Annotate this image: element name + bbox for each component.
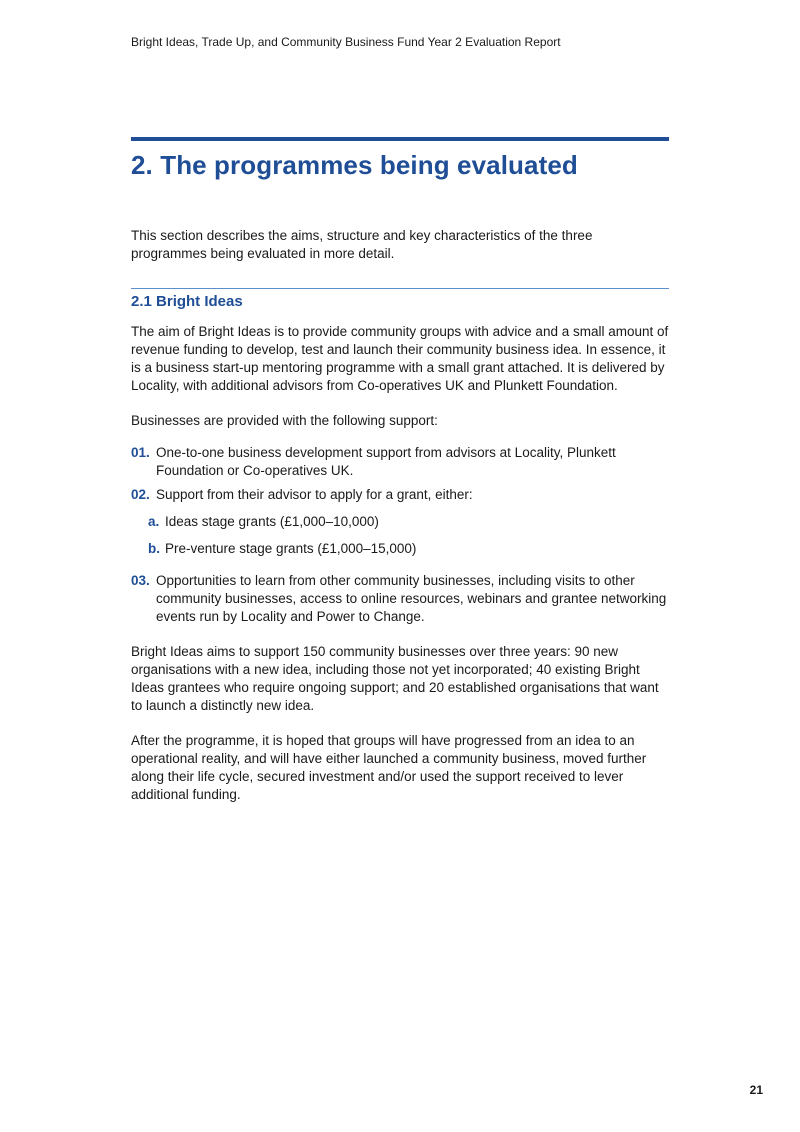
sublist-item [148, 513, 671, 531]
sublist-letter: b. [148, 541, 160, 556]
section-intro: This section describes the aims, structure and key characteristics of the three programmes being evaluated in more detail. [131, 228, 593, 261]
sublist-item-text: Ideas stage grants (£1,000–10,000) [165, 514, 379, 529]
grant-sublist [148, 513, 671, 558]
subsection-body [131, 323, 671, 821]
list-number: 02. [131, 487, 150, 502]
subsection-title: 2.1 Bright Ideas [131, 293, 243, 310]
list-item-text: Support from their advisor to apply for a grant, either: [156, 487, 473, 502]
subsection-divider [131, 288, 669, 289]
sublist-item-text: Pre-venture stage grants (£1,000–15,000) [165, 541, 417, 556]
sublist-item [148, 540, 671, 558]
paragraph-outcomes: After the programme, it is hoped that groups will have progressed from an idea to an operational reality, and will have either launched a community business, moved further along their life cycle, secured investment and/or used the support received to lever additional funding. [131, 733, 647, 802]
support-list [131, 444, 671, 626]
sublist-letter: a. [148, 514, 160, 529]
list-number: 01. [131, 445, 150, 460]
list-item [131, 486, 671, 504]
list-item [131, 444, 671, 480]
list-item-text: One-to-one business development support from advisors at Locality, Plunkett Foundation or Co-operatives UK. [156, 445, 616, 478]
list-number: 03. [131, 573, 150, 588]
paragraph-aim: The aim of Bright Ideas is to provide community groups with advice and a small amount of revenue funding to develop, test and launch their community business idea. In essence, it is a business start-up mentoring programme with a small grant attached. It is delivered by Locality, with additional advisors from Co-operatives UK and Plunkett Foundation. [131, 324, 669, 393]
paragraph-targets: Bright Ideas aims to support 150 community businesses over three years: 90 new organisations with a new idea, including those not yet incorporated; 40 existing Bright Ideas grantees who require ongoing support; and 20 established organisations that want to launch a distinctly new idea. [131, 644, 659, 713]
paragraph-support-intro: Businesses are provided with the following support: [131, 413, 438, 428]
list-item [131, 572, 671, 626]
section-title: 2. The programmes being evaluated [131, 150, 578, 180]
list-item-text: Opportunities to learn from other community businesses, including visits to other community businesses, access to online resources, webinars and grantee networking events run by Locality and Power to Change. [156, 573, 667, 624]
section-divider [131, 137, 669, 141]
running-header: Bright Ideas, Trade Up, and Community Business Fund Year 2 Evaluation Report [131, 35, 561, 49]
page-number: 21 [749, 1083, 763, 1097]
